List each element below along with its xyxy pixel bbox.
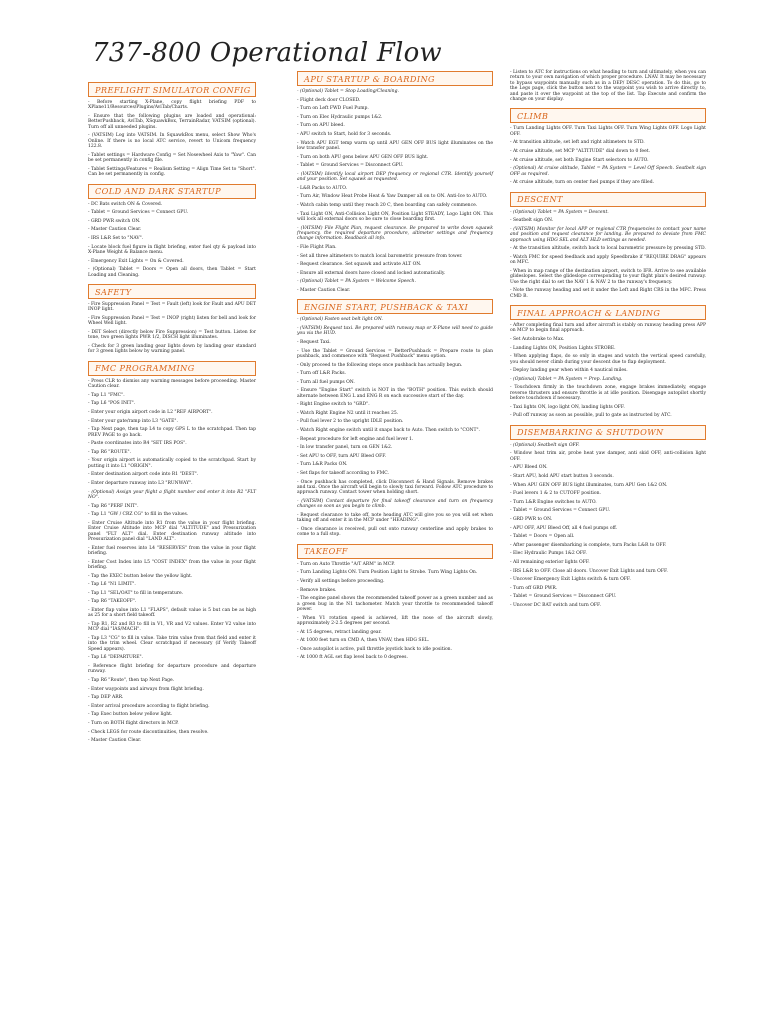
checklist-item: - Watch cabin temp until they reach 20 C, then boarding can safely commence. xyxy=(297,202,478,208)
checklist-item: - Taxi Light ON, Anti-Collision Light ON, Position Light STEADY, Logo Light ON. This will lock all external doors so be sure to close boarding first. xyxy=(297,211,493,222)
checklist-item: - Turn Landing Lights OFF. Turn Taxi Lights OFF. Turn Wing Lights OFF. Logo Light OFF. xyxy=(510,126,706,137)
checklist-item: - Watch FMC for speed feedback and apply Speedbrake if "REQUIRE DRAG" appears on MFC. xyxy=(510,254,706,266)
checklist-item: - Request clearance to take off, note heading ATC will give you so you will set when taking off and enter it in the MCP under "HEADING". xyxy=(297,513,493,524)
checklist-item: - L&R Packs to AUTO. xyxy=(297,185,348,191)
checklist-item: - Repeat procedure for left engine and fuel lever 1. xyxy=(297,436,414,442)
checklist-item: - Turn on both APU gens below APU GEN OFF BUS light. xyxy=(297,154,429,160)
section xyxy=(297,71,493,293)
checklist-item: - Turn L&R Engine switches to AUTO. xyxy=(510,499,597,505)
checklist-item: - Turn on Elec Hydraulic pumps 1&2. xyxy=(297,114,383,120)
checklist-item: - Enter Cruise Altitude into R1 from the value in your flight briefing. Enter Cruise Altitude into MCP dial "ALTITUDE" and Pressurization panel "FLT ALT" dial. Enter destination runway altitude into Pressurization panel dial "LAND ALT". xyxy=(88,520,256,542)
checklist-item: - (VATSIM) Contact departure for final takeoff clearance and turn on frequency changes so soon as you begin to climb. xyxy=(297,499,493,510)
checklist-item: - After completing final turn and after aircraft is stably on runway heading press APP on MCP to begin final approach. xyxy=(510,323,706,334)
checklist-item: - Listen to ATC for instructions on what heading to turn and ultimately, when you can return to your own navigation of which proper procedure. LNAV. It may be necessary to bypass waypoints manually such as in a DEP/ DESC operation. To do this, go to the Legs page, click the button next to the waypoint you wish to arrive directly to, and paste it over the waypoint at the top of the list. Tap Execute and confirm the change on your display. xyxy=(510,70,706,103)
checklist-item: - Your origin airport is automatically copied to the scratchpad. Start by putting it into L1 "ORIGIN". xyxy=(88,458,256,469)
checklist-item: - Request Taxi. xyxy=(297,339,331,345)
checklist-item: - IRS L&R to OFF. Close all doors. Uncover Exit Lights and turn OFF. xyxy=(510,568,668,574)
checklist-item: - At the transition altitude, switch back to local barometric pressure by pressing STD. xyxy=(510,246,706,252)
checklist-item: - Tap L3 "CG" to fill in value. Take trim value from that field and enter it into the trim wheel. Clear scratchpad if necessary (if Verify Takeoff Speed appears). xyxy=(88,635,256,652)
checklist-item: - At cruise altitude, turn on center fuel pumps if they are filled. xyxy=(510,180,655,186)
checklist-item: - (VATSIM) Monitor for local APP or regional CTR frequencies to contact your name and position and request clearance for landing. Be prepared to deviate from FMC approach using HDG SEL and ALT HLD settings as needed. xyxy=(510,226,706,243)
section xyxy=(88,184,256,278)
checklist-item: - Tap L1 "GW / CRZ CG" to fill in the values. xyxy=(88,512,189,518)
checklist-item: - Uncover DC BAT switch and turn OFF. xyxy=(510,602,601,608)
checklist-item: - Enter arrival procedure according to flight briefing. xyxy=(88,703,210,709)
checklist-item: - Enter fuel reserves into L4 "RESERVES" from the value in your flight briefing. xyxy=(88,545,256,556)
checklist-item: - Tap R1, R2 and R3 to fill in V1, VR and V2 values. Enter V2 value into MCP dial "IAS/MACH". xyxy=(88,621,256,633)
section-header: COLD AND DARK STARTUP xyxy=(88,184,256,199)
checklist-item: - Tablet = Ground Services = Disconnect GPU. xyxy=(510,594,617,600)
checklist-item: - At transition altitude, set left and right altimeters to STD. xyxy=(510,140,645,146)
checklist-item: - Tap L6 "POS INIT". xyxy=(88,401,136,407)
section-header: DISEMBARKING & SHUTDOWN xyxy=(510,425,706,440)
checklist-item: - In low transfer panel, turn on GEN 1&2. xyxy=(297,445,393,451)
checklist-item: - Taxi lights ON, logo light ON, landing lights OFF. xyxy=(510,404,625,410)
checklist-item: - Tablet = Ground Services = Connect GPU. xyxy=(88,210,188,216)
checklist-item: - (VATSIM) File Flight Plan, request clearance. Be prepared to write down squawk frequency, the required departure procedure, altimeter settings and frequency change information. Readback all info. xyxy=(297,225,493,242)
checklist-item: - (Optional) Seatbelt sign OFF. xyxy=(510,442,580,448)
checklist-item: - GRD PWR switch ON. xyxy=(88,218,141,224)
checklist-item: - Fire Suppression Panel = Test = INOP (right) listen for bell and look for Wheel Well light. xyxy=(88,316,256,327)
checklist-item: - Check for 3 green landing gear lights down by landing gear standard for 3 green lights below by warning panel. xyxy=(88,344,256,355)
checklist-item: - GRD PWR to ON. xyxy=(510,516,553,522)
checklist-item: - Watch Right engine switch until it snaps back to Auto. Then switch to "CONT". xyxy=(297,428,480,434)
section xyxy=(88,361,256,744)
section-header: ENGINE START, PUSHBACK & TAXI xyxy=(297,299,493,314)
checklist-item: - Set all three altimeters to match local barometric pressure from tower. xyxy=(297,253,463,259)
checklist-item: - Tap L1 "FMC". xyxy=(88,392,125,398)
checklist-item: - Verify all settings before proceeding. xyxy=(297,579,385,585)
checklist-item: - (VATSIM) Identify local airport DEP frequency or regional CTR. Identify yourself and your position. Set squawk as requested. xyxy=(297,171,493,183)
checklist-item: - Start APU, hold APU start button 3 seconds. xyxy=(510,474,614,479)
checklist-item: - Window heat trim air, probe heat yaw damper, anti skid OFF, anti-collision light OFF. xyxy=(510,451,706,462)
checklist-item: - APU Bleed ON. xyxy=(510,465,548,471)
checklist-item: - Tap the EXEC button below the yellow light. xyxy=(88,573,193,579)
checklist-item: - Uncover Emergency Exit Lights switch & turn OFF. xyxy=(510,577,631,583)
section xyxy=(510,192,706,299)
section xyxy=(297,544,493,661)
checklist-item: - After passenger disembarking is complete, turn Packs L&R to OFF. xyxy=(510,542,667,548)
checklist-item: - Master Caution Clear. xyxy=(88,738,142,744)
checklist-item: - Check LEGS for route discontinuities, then resolve. xyxy=(88,729,209,735)
checklist-item: - Set flaps for takeoff according to FMC. xyxy=(297,471,389,477)
checklist-item: - Ensure that the following plugins are loaded and operational: BetterPushback, AviTab, XSquawkBox, TerrainRadar, VATSIM (optional). Turn off all unneeded plugins. xyxy=(88,114,256,130)
checklist-item: - Turn off L&R Packs. xyxy=(297,371,346,377)
section-header: CLIMB xyxy=(510,108,706,123)
checklist-item: - Reference flight briefing for departure procedure and departure runway. xyxy=(88,663,256,675)
section-header: DESCENT xyxy=(510,192,706,207)
checklist-item: - Deploy landing gear when within 4 nautical miles. xyxy=(510,368,628,374)
section xyxy=(510,108,706,185)
section-header: APU STARTUP & BOARDING xyxy=(297,71,493,86)
checklist-item: - Touchdown firmly in the touchdown zone, engage brakes immediately, engage reverse thrusters and ensure throttle is at idle position. Disengage autopilot shortly before touchdown if necessary. xyxy=(510,385,706,402)
checklist-item: - Note the runway heading and set it under the Left and Right CRS in the MFC. Press CMD B. xyxy=(510,288,706,299)
checklist-item: - Tap R6 "Route", then tap Next Page. xyxy=(88,677,175,683)
checklist-item: - Enter departure runway into L3 "RUNWAY". xyxy=(88,480,193,486)
checklist-item: - DET Select (directly below Fire Suppression) = Test button. Listen for tone, two green lights PWR 1/2, DISCH light illuminates. xyxy=(88,330,256,341)
checklist-item: - Set Autobrake to Max. xyxy=(510,337,565,343)
checklist-item: - Before starting X-Plane, copy flight briefing PDF to XPlane11/Resources/Plugins/AviTab/Charts. xyxy=(88,100,256,111)
checklist-item: - Tablet = Ground Services = Disconnect GPU. xyxy=(297,163,404,169)
checklist-item: - Tap Next page, then tap L4 to copy GPS L to the scratchpad. Then tap PREV PAGE to go back. xyxy=(88,427,256,438)
checklist-item: - Flight deck door CLOSED. xyxy=(297,97,361,103)
checklist-item: - APU OFF, APU Bleed Off, all 4 fuel pumps off. xyxy=(510,525,618,531)
checklist-item: - At 1000 ft AGL set flap level back to 0 degrees. xyxy=(297,655,408,661)
page-title: 737-800 Operational Flow xyxy=(92,38,442,68)
checklist-item: - (Optional) Tablet = PA System = Prep. Landing. xyxy=(510,376,623,382)
checklist-item: - Paste coordinates into R4 "SET IRS POS". xyxy=(88,441,187,447)
section-header: SAFETY xyxy=(88,284,256,299)
column-3 xyxy=(510,70,706,614)
checklist-item: - Tablet = Ground Services = Connect GPU. xyxy=(510,508,610,514)
checklist-item: - Watch Right Engine N2 until it reaches 25. xyxy=(297,410,399,416)
checklist-item: - Tap R6 "TAKEOFF". xyxy=(88,599,137,605)
checklist-item: - Turn on Auto Throttle "A/T ARM" in MCP. xyxy=(297,561,395,567)
checklist-item: - Enter destination airport code into R1 "DEST". xyxy=(88,472,199,478)
checklist-item: - Once autopilot is active, pull throttle joystick back to idle position. xyxy=(297,646,453,652)
checklist-item: - Turn all fuel pumps ON. xyxy=(297,379,355,385)
checklist-item: - (VATSIM) Log into VATSIM. In SquawkBox menu, select Show Who's Online. If there is no local ATC service, revert to Unicom frequency 122.8. xyxy=(88,133,256,150)
checklist-item: - Tap R6 "PERF INIT". xyxy=(88,503,139,509)
checklist-item: - DC Bats switch ON & Covered. xyxy=(88,201,163,207)
checklist-item: - (Optional) Fasten seat belt light ON. xyxy=(297,317,383,323)
checklist-item: - When in map range of the destination airport, switch to IFR. Arrive to see available glideslopes. Select the glideslope corresponding to your flight plan's desired runway. Use the right dial to set the NAV 1 & NAV 2 to the runway's frequency. xyxy=(510,268,706,285)
checklist-item: - Turn on BOTH flight directors in MCP. xyxy=(88,720,179,726)
checklist-item: - Master Caution Clear. xyxy=(297,287,351,293)
checklist-item: - Landing Lights ON, Position Lights STROBE. xyxy=(510,345,616,351)
checklist-item: - Pull fuel lever 2 to the upright IDLE position. xyxy=(297,419,404,425)
checklist-item: - Watch APU EGT temp warm up until APU GEN OFF BUS light illuminates on the low transfer panel. xyxy=(297,140,493,151)
checklist-item: - Tap L1 "SEL/OAT" to fill in temperature. xyxy=(88,590,184,596)
checklist-item: - At 1000 feet turn on CMD A, then VNAV, then HDG SEL. xyxy=(297,638,430,644)
section xyxy=(297,299,493,538)
column-1 xyxy=(88,82,256,750)
checklist-item: - Emergency Exit Lights = On & Covered. xyxy=(88,258,184,264)
column-2 xyxy=(297,71,493,667)
checklist-item: - Enter flap value into L1 "FLAPS", default value is 5 but can be as high as 25 for a short field takeoff. xyxy=(88,607,256,619)
checklist-item: - Fuel levers 1 & 2 to CUTOFF position. xyxy=(510,491,601,497)
section-header: FINAL APPROACH & LANDING xyxy=(510,305,706,320)
checklist-item: - Tap Exec button below yellow light. xyxy=(88,712,173,718)
checklist-item: - Once clearance is received, pull out onto runway centerline and apply brakes to come to a full stop. xyxy=(297,527,493,538)
checklist-item: - File Flight Plan. xyxy=(297,244,337,250)
checklist-item: - Use the Tablet = Ground Services = BetterPushback = Prepare route to plan pushback, and commence with "Request Pushback" menu option. xyxy=(297,348,493,359)
checklist-item: - Press CLR to dismiss any warning messages before proceeding. Master Caution clear. xyxy=(88,378,256,390)
section xyxy=(88,82,256,178)
checklist-item: - Turn Air, Window Heat Probe Heat & Yaw Damper all on to ON. Anti-Ice to AUTO. xyxy=(297,194,488,200)
checklist-item: - Once pushback has completed, click Disconnect & Hand Signals. Remove brakes and taxi. Once the aircraft will begin to slowly taxi forward. Follow ATC procedure to approach runway. Contact tower when holding short. xyxy=(297,479,493,496)
checklist-item: - (Optional) Tablet = PA System = Descent. xyxy=(510,209,609,215)
checklist-item: - (Optional) At cruise altitude, Tablet = PA System = Level Off Speech. Seatbelt sign OFF as required. xyxy=(510,166,706,177)
checklist-item: - Tap R6 "ROUTE". xyxy=(88,449,132,455)
checklist-item: - When APU GEN OFF BUS light illuminates, turn APU Gen 1&2 ON. xyxy=(510,482,668,488)
checklist-item: - Seatbelt sign ON. xyxy=(510,218,554,224)
checklist-item: - (Optional) Assign your flight a flight number and enter it into R2 "FLT NO". xyxy=(88,489,256,500)
checklist-item: - Right Engine switch to "GRD". xyxy=(297,402,370,408)
checklist-item: - The engine panel shows the recommended takeoff power as a green number and as a green bug in the N1 tachometer. Match your throttle to recommended takeoff power. xyxy=(297,596,493,613)
checklist-item: - Tap L6 "N1 LIMIT". xyxy=(88,582,136,588)
checklist-item: - IRS L&R Set to "NAV". xyxy=(88,236,144,241)
checklist-item: - Master Caution Clear. xyxy=(88,227,142,233)
checklist-item: - Tap L6 "DEPARTURE". xyxy=(88,655,143,661)
checklist-item: - Elec Hydraulic Pumps 1&2 OFF. xyxy=(510,551,587,557)
checklist-item: - Turn off GRD PWR. xyxy=(510,585,558,591)
checklist-item: - Enter your gate/ramp into L3 "GATE". xyxy=(88,418,178,424)
checklist-item: - (VATSIM) Request taxi. Be prepared with runway map or X-Plane will need to guide you via the HUD. xyxy=(297,325,493,337)
checklist-item: - (Optional) Tablet = PA System = Welcome Speech. xyxy=(297,279,416,285)
checklist-item: - When applying flaps, do so only in stages and watch the vertical speed carefully, you should never climb during your descent due to flap deployment. xyxy=(510,354,706,365)
section xyxy=(510,425,706,609)
checklist-item: - At cruise altitude, set MCP "ALTITUDE" dial down to 0 feet. xyxy=(510,149,650,155)
checklist-item: - Enter Cost Index into L5 "COST INDEX" from the value in your flight briefing. xyxy=(88,559,256,570)
checklist-item: - (Optional) Tablet = Stop Loading/Cleaning. xyxy=(297,89,399,94)
section xyxy=(510,305,706,419)
checklist-item: - Turn on APU bleed. xyxy=(297,123,345,129)
section xyxy=(510,70,706,102)
section xyxy=(88,284,256,355)
section-header: TAKEOFF xyxy=(297,544,493,559)
checklist-item: - Fire Suppression Panel = Test = Fault (left) look for Fault and APU DET INOP light. xyxy=(88,302,256,313)
checklist-item: - When V1 rotation speed is achieved, lift the nose of the aircraft slowly, approximately 2-2.5 degrees per second. xyxy=(297,615,493,627)
checklist-item: - Tap DEP ARR. xyxy=(88,695,124,701)
checklist-item: - APU switch to Start, hold for 3 seconds. xyxy=(297,131,392,137)
checklist-item: - Request clearance. Set squawk and activate ALT ON. xyxy=(297,262,422,268)
checklist-item: - Remove brakes. xyxy=(297,587,337,593)
checklist-item: - Set APU to OFF, turn APU Bleed OFF. xyxy=(297,453,387,459)
checklist-item: - At cruise altitude, set both Engine Start selectors to AUTO. xyxy=(510,157,649,163)
checklist-item: - Only proceed to the following steps once pushback has actually begun. xyxy=(297,362,463,368)
checklist-item: - Ensure all external doors have closed and locked automatically. xyxy=(297,270,446,276)
checklist-item: - Tablet settings = Hardware Config = Set Nosewheel Axis to "Yaw". Can be set permanently in config file. xyxy=(88,152,256,164)
checklist-item: - Ensure "Engine Start" switch is NOT in the "BOTH" position. This switch should alternate between ENG L and ENG R on each successive start of the day. xyxy=(297,388,493,399)
checklist-item: - Turn on Left FWD Fuel Pump. xyxy=(297,106,369,112)
checklist-item: - Enter waypoints and airways from flight briefing. xyxy=(88,686,204,692)
checklist-item: - All remaining exterior lights OFF. xyxy=(510,559,590,565)
checklist-item: - (Optional) Tablet = Doors = Open all doors, then Tablet = Start Loading and Cleaning. xyxy=(88,267,256,278)
checklist-item: - Enter your origin airport code in L2 "REF AIRPORT". xyxy=(88,410,213,415)
checklist-item: - Turn Landing Lights ON. Turn Position Light to Strobe. Turn Wing Lights On. xyxy=(297,570,478,576)
checklist-item: - Tablet = Doors = Open all. xyxy=(510,534,575,540)
checklist-item: - Locate block fuel figure in flight briefing, enter fuel qty & payload into X-Plane Weight & Balance menu. xyxy=(88,244,256,255)
checklist-item: - Tablet Settings/Features = Realism Setting = Align Time Set to "Short". Can be set permanently in config. xyxy=(88,166,256,178)
checklist-item: - Pull off runway as soon as possible, pull to gate as instructed by ATC. xyxy=(510,413,672,419)
section-header: FMC PROGRAMMING xyxy=(88,361,256,376)
checklist-item: - At 15 degrees, retract landing gear. xyxy=(297,629,382,635)
checklist-item: - Turn L&R Packs ON. xyxy=(297,462,348,468)
section-header: PREFLIGHT SIMULATOR CONFIG xyxy=(88,82,256,97)
